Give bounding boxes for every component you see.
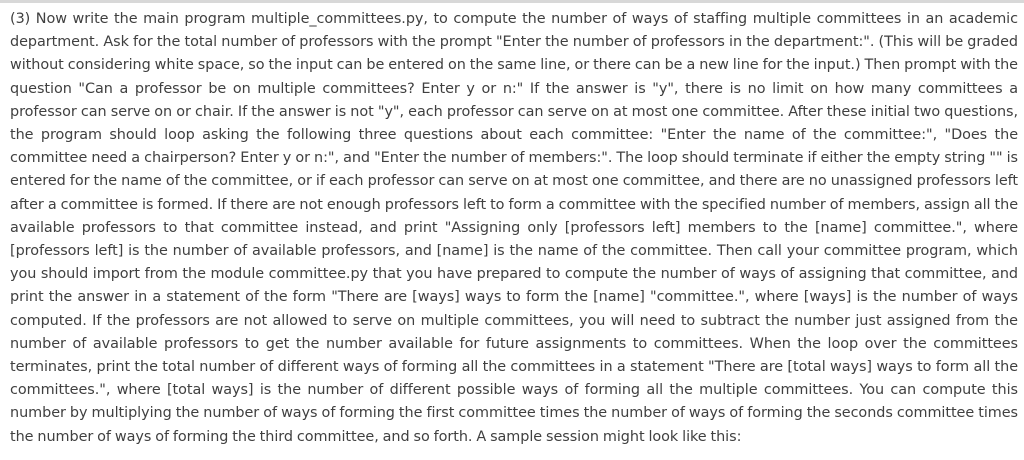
document-body <box>10 8 1018 460</box>
assignment-paragraph: (3) Now write the main program multiple_committees.py, to compute the number of ways of staffing multiple committees in an academic department. Ask for the total number of professors with the prompt "Enter the number of professors in the department:". (This will be graded without considering white space, so the input can be entered on the same line, or there can be a new line for the input.) Then prompt with the question "Can a professor be on multiple committees? Enter y or n:" If the answer is "y", there is no limit on how many committees a professor can serve on or chair. If the answer is not "y", each professor can serve on at most one committee. After these initial two questions, the program should loop asking the following three questions about each committee: "Enter the name of the committee:", "Does the committee need a chairperson? Enter y or n:", and "Enter the number of members:". The loop should terminate if either the empty string "" is entered for the name of the committee, or if each professor can serve on at most one committee, and there are no unassigned professors left after a committee is formed. If there are not enough professors left to form a committee with the specified number of members, assign all the available professors to that committee instead, and print "Assigning only [professors left] members to the [name] committee.", where [professors left] is the number of available professors, and [name] is the name of the committee. Then call your committee program, which you should import from the module committee.py that you have prepared to compute the number of ways of assigning that committee, and print the answer in a statement of the form "There are [ways] ways to form the [name] "committee.", where [ways] is the number of ways computed. If the professors are not allowed to serve on multiple committees, you will need to subtract the number just assigned from the number of available professors to get the number available for future assignments to committees. When the loop over the committees terminates, print the total number of different ways of forming all the committees in a statement "There are [total ways] ways to form all the committees.", where [total ways] is the number of different possible ways of forming all the multiple committees. You can compute this number by multiplying the number of ways of forming the first committee times the number of ways of forming the seconds committee times the number of ways of forming the third committee, and so forth. A sample session might look like this: <box>10 11 1018 445</box>
top-divider <box>0 0 1024 3</box>
